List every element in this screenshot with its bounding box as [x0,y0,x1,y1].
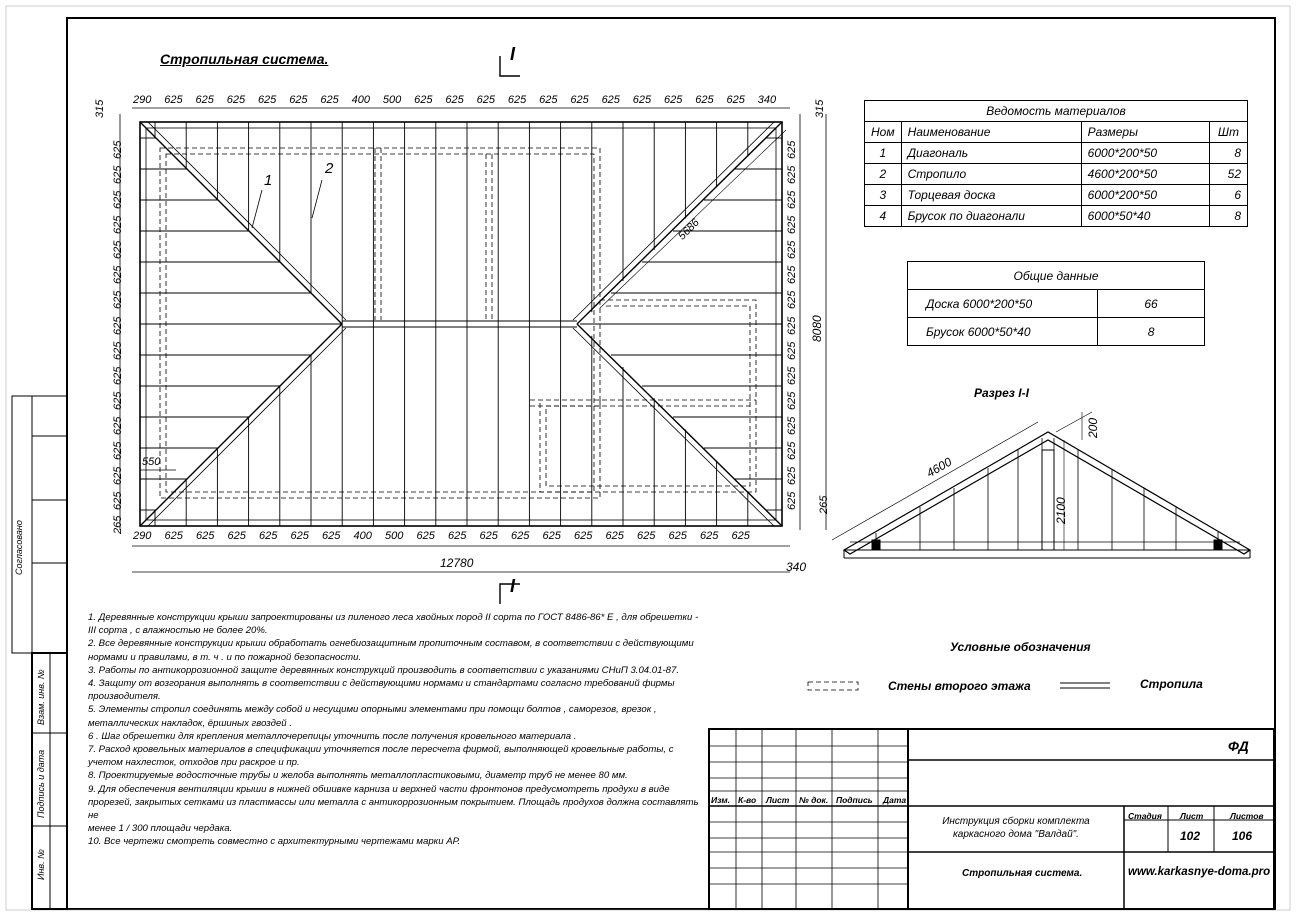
side-label-sign-date: Подпись и дата [36,749,46,818]
dimension-label: 625 [226,94,246,106]
note-line: III сорта , с влажностью не более 20%. [88,625,268,637]
title-block-column-header: Лист [766,795,790,805]
materials-cell: 8 [1209,206,1247,227]
dimension-label: 625 [112,416,124,435]
callout-1: 1 [264,172,273,189]
dimension-label: 625 [700,530,719,542]
legend-title: Условные обозначения [950,640,1091,654]
note-line: нормами и правилами, в т. ч . и по пожарной безопасности. [88,651,362,663]
dimension-label: 625 [539,94,558,106]
general-row [908,290,1205,318]
drawing-title: Стропильная система. [160,51,329,67]
dimension-label: 625 [786,165,798,185]
materials-cell: 4600*200*50 [1081,164,1209,185]
note-line: металлических накладок, ёршиных гвоздей . [88,717,292,729]
dim-total-width: 12780 [440,556,474,570]
dimension-label: 625 [112,266,124,285]
section-title: Разрез I-I [974,386,1029,400]
title-block-column-header: № док. [799,795,829,805]
dimension-label: 500 [382,94,402,106]
dimension-label: 625 [445,94,464,106]
stamp-code: ФД [1228,738,1249,754]
dimension-label: 625 [476,94,495,106]
dimension-label: 625 [786,491,798,510]
materials-cell: 3 [865,185,902,206]
dim-corner: 550 [142,456,161,468]
title-block-column-header: Подпись [836,795,873,805]
dimension-label: 625 [601,94,620,106]
dimension-label: 625 [322,530,341,542]
materials-header-cell: Ном [865,122,902,143]
dimension-label: 625 [164,94,183,106]
note-line: 4. Защиту от возгорания выполнять в соответствии с действующими нормами и стандартами согласно требований фирмы [88,678,675,690]
dimension-label: 625 [112,441,124,460]
dim-total-height: 8080 [810,315,824,342]
dimension-label: 625 [786,466,798,485]
section-top: 200 [1086,417,1100,438]
dimension-label: 625 [786,416,798,435]
dimension-label: 625 [668,530,687,542]
stamp-sheet-number: 102 [1180,829,1201,843]
title-block-column-header: К-во [738,795,757,805]
note-line: 5. Элементы стропил соединять между собой и несущими опорными элементами при помощи болтов , саморезов, врезок , [88,704,657,716]
dimension-label: 625 [259,530,278,542]
note-line: 10. Все чертежи смотреть совместно с архитектурными чертежами марки АР. [88,836,461,848]
stamp-drawing-name: Стропильная система. [962,868,1083,879]
dimension-label: 625 [195,94,214,106]
section-drawing [820,400,1270,570]
dimension-label: 625 [695,94,714,106]
materials-cell: 6 [1209,185,1247,206]
note-line: 6 . Шаг обрешетки для крепления металлочерепицы уточнить после получения кровельного материала . [88,730,577,742]
dimension-label: 625 [112,215,124,235]
dimension-label: 625 [112,291,124,310]
stamp-description: Инструкция сборки комплекта каркасного дома "Валдай". [942,816,1090,840]
dimension-label: 625 [786,140,798,160]
dimension-label: 625 [289,94,308,106]
dimension-label: 625 [664,94,683,106]
note-line: 1. Деревянные конструкции крыши запроектированы из пиленого леса хвойных пород II сорта по ГОСТ 8486-86* Е , для обрешетки - [88,612,699,623]
dimension-label: 625 [479,530,498,542]
materials-cell: Брусок по диагонали [901,206,1081,227]
stamp-sheets-total: 106 [1232,829,1253,843]
dimension-label: 625 [786,266,798,285]
stamp-sheets-label: Листов [1230,811,1264,821]
materials-table-title: Ведомость материалов [865,101,1248,122]
materials-header-cell: Шт [1209,122,1247,143]
dimension-label: 625 [632,94,652,106]
dim-right-bottom-offset: 265 [818,495,830,514]
materials-row [865,206,1248,227]
materials-cell: 6000*50*40 [1081,206,1209,227]
dimension-label: 625 [112,341,124,360]
section-marker-bottom: I [510,576,516,596]
materials-cell: 4 [865,206,902,227]
dimension-label: 625 [164,530,183,542]
dimension-label: 625 [726,94,745,106]
dimension-label: 625 [786,366,798,385]
materials-row [865,143,1248,164]
dimension-label: 625 [786,341,798,360]
dimension-label: 625 [786,391,798,410]
dimension-label: 625 [414,94,433,106]
section-height: 2100 [1054,497,1068,524]
dimension-label: 625 [196,530,215,542]
general-notes [88,611,708,849]
side-label-inv-replace: Взам. инв. № [36,669,46,725]
materials-cell: 52 [1209,164,1247,185]
materials-cell: 6000*200*50 [1081,185,1209,206]
dimension-label: 625 [786,215,798,235]
dimension-label: 625 [112,190,124,210]
dim-right-top-offset: 315 [814,99,826,118]
dimension-label: 625 [605,530,624,542]
legend-item-rafters: Стропила [1140,677,1203,691]
side-label-inv-orig: Инв. № [36,849,46,880]
dim-left-top-offset: 315 [94,99,106,118]
dimension-label: 625 [112,391,124,410]
dimension-label: 625 [786,291,798,310]
dimension-label: 625 [570,94,589,106]
callout-2: 2 [325,160,334,177]
dimension-label: 500 [385,530,404,542]
dimension-label: 625 [112,366,124,385]
dim-right-bottom-340: 340 [786,560,807,574]
section-rafter-length: 4600 [924,454,955,481]
general-row [908,318,1205,346]
general-cell: 66 [1098,290,1205,318]
dimension-label: 625 [786,190,798,210]
dimension-label: 625 [112,240,124,260]
dimension-label: 625 [637,530,656,542]
dimension-label: 625 [290,530,309,542]
materials-cell: Диагональ [901,143,1081,164]
note-line: 3. Работы по антикоррозионной защите деревянных конструкций производить в соответствии с указаниями СНиП 3.04.01-87. [88,664,680,676]
title-block-column-header: Изм. [711,795,730,805]
note-line: 7. Расход кровельных материалов в спецификации уточняется после пересчета фирмой, выполняющей кровельные работы, с [88,744,674,756]
dimension-label: 340 [757,94,777,106]
legend-item-walls: Стены второго этажа [888,679,1031,693]
general-cell: Брусок 6000*50*40 [908,318,1098,346]
general-table [907,261,1205,346]
dim-diagonal: 5686 [676,216,702,243]
dimension-label: 625 [786,316,798,335]
dimension-label: 625 [448,530,467,542]
dimension-label: 625 [257,94,277,106]
general-cell: 8 [1098,318,1205,346]
materials-row [865,185,1248,206]
dimension-label: 625 [227,530,246,542]
dimension-label: 290 [133,94,152,106]
dimension-label: 625 [112,165,124,185]
note-line: прорезей, закрытых сетками из пластмассы или металла с антикоррозионным покрытием. Площадь продухов должна составлять не [88,796,699,822]
dimension-label: 625 [507,94,527,106]
note-line: 9. Для обеспечения вентиляции крыши в нижней обшивке карниза и верхней части фронтонов предусмотреть продухи в виде [88,783,670,795]
materials-header-cell: Размеры [1081,122,1209,143]
dimension-label: 625 [416,530,435,542]
note-line: 2. Все деревянные конструкции крыши обработать огнебиозащитным пропиточным составом, в соответствии с действующими [88,638,694,650]
note-line: 8. Проектируемые водосточные трубы и желоба выполнять металлопластиковыми, диаметр труб не менее 80 мм. [88,770,628,782]
note-line: учетом нахлесток, отходов при раскрое и пр. [88,757,300,769]
materials-cell: Стропило [901,164,1081,185]
stamp-website: www.karkasnye-doma.pro [1128,866,1271,878]
dimension-label: 625 [112,316,124,335]
dimension-label: 400 [351,94,371,106]
materials-cell: 1 [865,143,902,164]
materials-cell: 8 [1209,143,1247,164]
dimension-label: 400 [353,530,372,542]
section-marker-top: I [510,44,516,64]
dimension-label: 625 [112,491,124,510]
dimension-label: 625 [731,530,750,542]
dimension-label: 625 [511,530,530,542]
materials-cell: 6000*200*50 [1081,143,1209,164]
materials-table [864,100,1248,227]
dimension-label: 625 [542,530,561,542]
dimension-label: 625 [574,530,593,542]
title-block-column-header: Дата [883,795,907,805]
note-line: менее 1 / 300 площади чердака. [88,823,233,835]
dimension-label: 625 [112,140,124,160]
materials-header-cell: Наименование [901,122,1081,143]
materials-cell: 2 [865,164,902,185]
dimension-label: 625 [112,466,124,485]
general-table-title: Общие данные [908,262,1205,290]
dimension-label: 625 [320,94,339,106]
dimension-label: 625 [786,441,798,460]
side-label-agreed: Согласовано [14,520,24,575]
materials-cell: Торцевая доска [901,185,1081,206]
stamp-sheet-label: Лист [1180,811,1204,821]
note-line: производителя. [88,691,161,703]
stamp-stage-label: Стадия [1128,811,1162,821]
dimension-label: 290 [133,530,152,542]
dimension-label: 625 [786,240,798,260]
materials-row [865,164,1248,185]
dim-left-bottom-a: 265 [112,515,124,534]
general-cell: Доска 6000*200*50 [908,290,1098,318]
